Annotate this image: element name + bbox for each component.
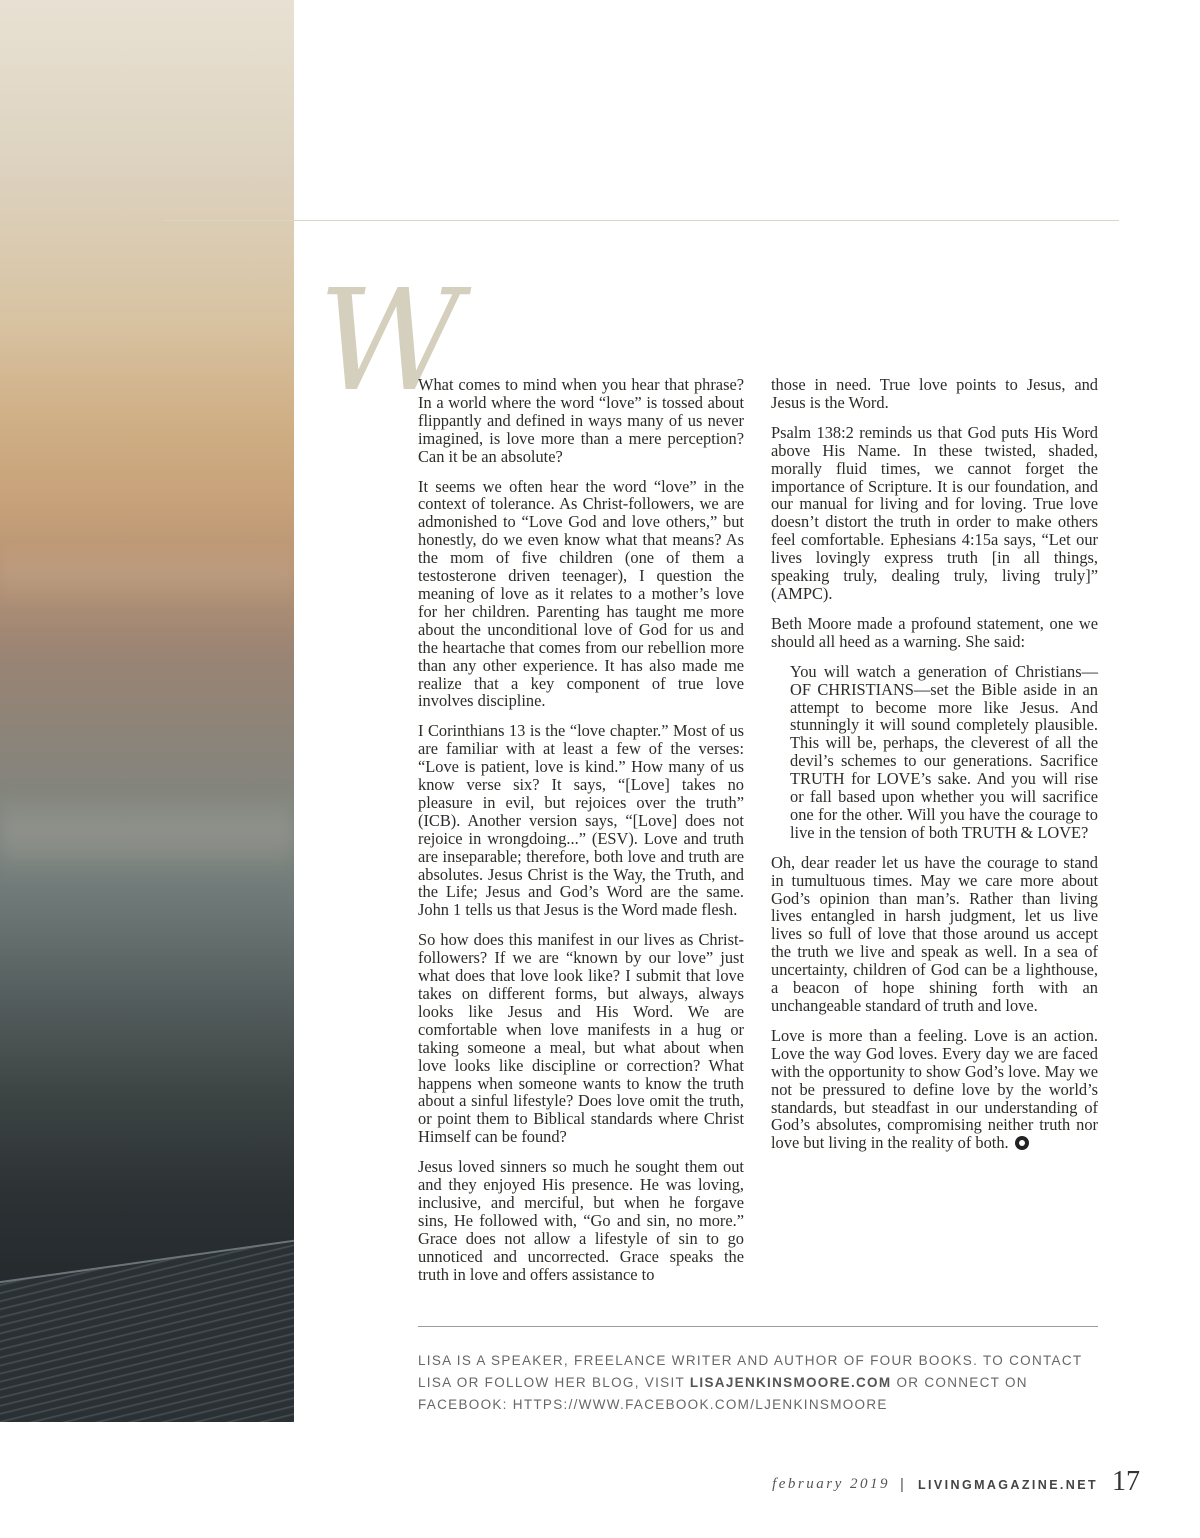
issue-date: february 2019: [772, 1476, 890, 1492]
paragraph: Beth Moore made a profound statement, one we should all heed as a warning. She said:: [771, 613, 1098, 651]
header-divider: [164, 220, 1119, 221]
paragraph: Oh, dear reader let us have the courage to stand in tumultuous times. May we care more about God’s opinion than man’s. Rather than living lives entangled in harsh judgment, let us live lives so full of love that those around us accept the truth we live and speak as well. In a sea of uncertainty, children of God can be a lighthouse, a beacon of hope shining forth with an unchangeable standard of truth and love.: [771, 852, 1098, 1015]
drop-cap: W: [318, 260, 456, 423]
block-quote: You will watch a generation of Christians—OF CHRISTIANS—set the Bible aside in an attempt to become more like Jesus. And stunningly it will sound completely plausible. This will be, perhaps, the cleverest of all the devil’s schemes to our generations. Sacrifice TRUTH for LOVE’s sake. And you will rise or fall based upon whether you will sacrifice one for the other. Will you have the courage to live in the tension of both TRUTH & LOVE?: [790, 661, 1098, 842]
photo-highlight: [0, 540, 294, 610]
author-website-link[interactable]: LISAJENKINSMOORE.COM: [689, 1375, 892, 1390]
article-column-1: [418, 376, 744, 1296]
lm-logo-icon: [1015, 1136, 1029, 1150]
footer-separator: |: [900, 1476, 904, 1493]
closing-paragraph: [771, 1027, 1098, 1152]
author-bio: [418, 1350, 1108, 1416]
photo-water-reflection: [0, 790, 294, 880]
book-pages-image: [0, 1233, 294, 1422]
paragraph: I Corinthians 13 is the “love chapter.” Most of us are familiar with at least a few of the verses: “Love is patient, love is kind.” How many of us know verse six? It says, “[Love] takes no pleasure in evil, but rejoices over the truth” (ICB). Another version says, “[Love] does not rejoice in wrongdoing...” (ESV). Love and truth are inseparable; therefore, both love and truth are absolutes. Jesus Christ is the Way, the Truth, and the Life; Jesus and God’s Word are the same. John 1 tells us that Jesus is the Word made flesh.: [418, 721, 744, 920]
article-column-2: [771, 376, 1098, 1164]
paragraph: those in need. True love points to Jesus, and Jesus is the Word.: [771, 375, 1098, 412]
closing-text: Love is more than a feeling. Love is an action. Love the way God loves. Every day we are faced with the opportunity to show God’s love. May we not be pressured to define love by the world’s standards, but steadfast in our understanding of God’s absolutes, compromising neither truth nor love but living in the reality of both.: [771, 1025, 1098, 1153]
paragraph: What comes to mind when you hear that phrase? In a world where the word “love” is tossed about flippantly and defined in ways many of us never imagined, is love more than a mere perception? Can it be an absolute?: [418, 375, 744, 466]
sunset-book-photo: [0, 0, 294, 1422]
paragraph: Jesus loved sinners so much he sought them out and they enjoyed His presence. He was loving, inclusive, and merciful, but when he forgave sins, He followed with, “Go and sin, no more.” Grace does not allow a lifestyle of sin to go unnoticed and uncorrected. Grace speaks the truth in love and offers assistance to: [418, 1157, 744, 1284]
bio-text-end: OR CONNECT ON FACEBOOK: HTTPS://WWW.FACEBOOK.COM/LJENKINSMOORE: [418, 1375, 1028, 1412]
page-number: 17: [1112, 1466, 1140, 1497]
bio-text-start: LISA IS A SPEAKER, FREELANCE WRITER AND AUTHOR OF FOUR BOOKS. TO CONTACT LISA OR FOLLOW HER BLOG, VISIT: [418, 1353, 1083, 1390]
paragraph: It seems we often hear the word “love” in the context of tolerance. As Christ-followers, we are admonished to “Love God and love others,” but honestly, do we even know what that means? As the mom of five children (one of them a testosterone driven teenager), I question the meaning of love as it relates to a mother’s love for her children. Parenting has taught me more about the unconditional love of God for us and the heartache that comes from our rebellion more than any other experience. It has also made me realize that a key component of true love involves discipline.: [418, 476, 744, 711]
paragraph: Psalm 138:2 reminds us that God puts His Word above His Name. In these twisted, shaded, morally fluid times, we cannot forget the importance of Scripture. It is our foundation, and our manual for living and for loving. True love doesn’t distort the truth in order to make others feel comfortable. Ephesians 4:15a says, “Let our lives lovingly express truth [in all things, speaking truly, dealing truly, living truly]” (AMPC).: [771, 422, 1098, 603]
paragraph: So how does this manifest in our lives as Christ-followers? If we are “known by our love” just what does that love look like? I submit that love takes on different forms, but always, always looks like Jesus and His Word. We are comfortable when love manifests in a hug or taking someone a meal, but what about when love looks like discipline or correction? What happens when someone wants to know the truth about a sinful lifestyle? Does love omit the truth, or point them to Biblical standards where Christ Himself can be found?: [418, 930, 744, 1147]
bio-divider: [418, 1326, 1098, 1327]
magazine-website[interactable]: LIVINGMAGAZINE.NET: [918, 1478, 1099, 1492]
